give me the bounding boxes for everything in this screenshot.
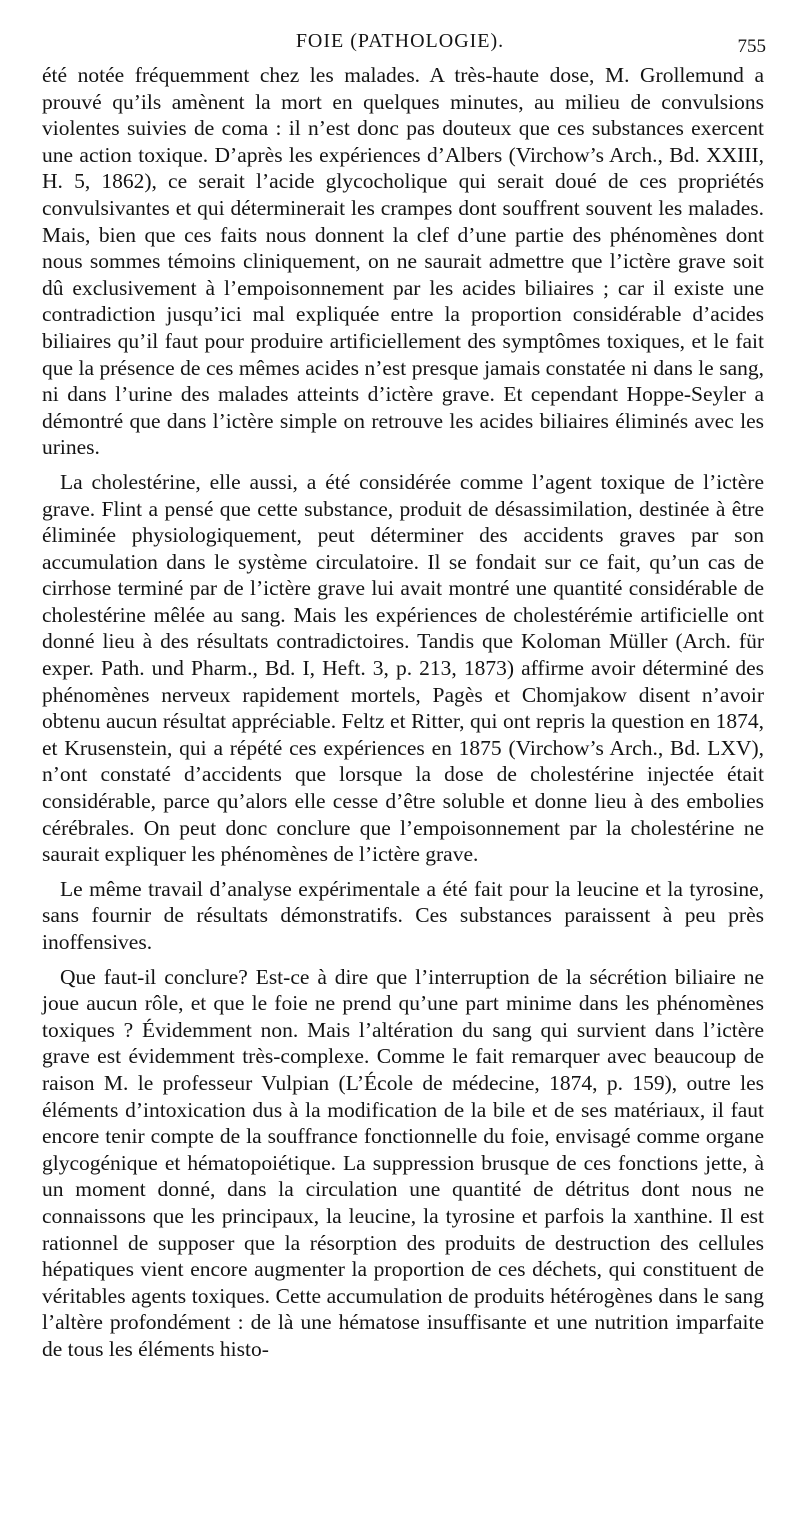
running-head: FOIE (PATHOLOGIE). (295, 30, 505, 52)
body-text (42, 62, 764, 1363)
page-number: 755 (737, 36, 766, 57)
paragraph-leucine-tyrosine: Le même travail d’analyse expérimentale a été fait pour la leucine et la tyrosine, sans fournir de résultats démonstratifs. Ces substances paraissent à peu près inoffensives. (42, 876, 764, 954)
paragraph-cholesterine: La cholestérine, elle aussi, a été considérée comme l’agent toxique de l’ictère grave. Flint a pensé que cette substance, produit de désassimilation, destinée à être éliminée physiologiquement, peut déterminer des accidents graves par son accumulation dans le système circulatoire. Il se fondait sur ce fait, qu’un cas de cirrhose terminé par de l’ictère grave lui avait montré une quantité considérable de cholestérine mêlée au sang. Mais les expériences de cholestérémie artificielle ont donné lieu à des résultats contradictoires. Tandis que Koloman Müller (Arch. für exper. Path. und Pharm., Bd. I, Heft. 3, p. 213, 1873) affirme avoir déterminé des phénomènes nerveux rapidement mortels, Pagès et Chomjakow disent n’avoir obtenu aucun résultat appréciable. Feltz et Ritter, qui ont repris la question en 1874, et Krusenstein, qui a répété ces expériences en 1875 (Virchow’s Arch., Bd. LXV), n’ont constaté d’accidents que lorsque la dose de cholestérine injectée était considérable, parce qu’alors elle cesse d’être soluble et donne lieu à des embolies cérébrales. On peut donc conclure que l’empoisonnement par la cholestérine ne saurait expliquer les phénomènes de l’ictère grave. (42, 469, 764, 867)
page-header (0, 30, 800, 62)
paragraph-bile-acids: été notée fréquemment chez les malades. A très-haute dose, M. Grollemund a prouvé qu’ils amènent la mort en quelques minutes, au milieu de convulsions violentes suivies de coma : il n’est donc pas douteux que ces substances exercent une action toxique. D’après les expériences d’Albers (Virchow’s Arch., Bd. XXIII, H. 5, 1862), ce serait l’acide glycocholique qui serait doué de ces propriétés convulsivantes et qui déterminerait les crampes dont souffrent souvent les malades. Mais, bien que ces faits nous donnent la clef d’une partie des phénomènes dont nous sommes témoins cliniquement, on ne saurait admettre que l’ictère grave soit dû exclusivement à l’empoisonnement par les acides biliaires ; car il existe une contradiction jusqu’ici mal expliquée entre la proportion considérable d’acides biliaires qu’il faut pour produire artificiellement des symptômes toxiques, et le fait que la présence de ces mêmes acides n’est presque jamais constatée ni dans le sang, ni dans l’urine des malades atteints d’ictère grave. Et cependant Hoppe-Seyler a démontré que dans l’ictère simple on retrouve les acides biliaires éliminés avec les urines. (42, 63, 764, 460)
paragraph-conclusion: Que faut-il conclure? Est-ce à dire que l’interruption de la sécrétion biliaire ne joue aucun rôle, et que le foie ne prend qu’une part minime dans les phénomènes toxiques ? Évidemment non. Mais l’altération du sang qui survient dans l’ictère grave est évidemment très-complexe. Comme le fait remarquer avec beaucoup de raison M. le professeur Vulpian (L’École de médecine, 1874, p. 159), outre les éléments d’intoxication dus à la modification de la bile et de ses matériaux, il faut encore tenir compte de la souffrance fonctionnelle du foie, envisagé comme organe glycogénique et hématopoiétique. La suppression brusque de ces fonctions jette, à un moment donné, dans la circulation une quantité de détritus dont nous ne connaissons que les principaux, la leucine, la tyrosine et parfois la xanthine. Il est rationnel de supposer que la résorption des produits de destruction des cellules hépatiques vient encore augmenter la proportion de ces déchets, qui constituent de véritables agents toxiques. Cette accumulation de produits hétérogènes dans le sang l’altère profondément : de là une hématose insuffisante et une nutrition imparfaite de tous les éléments histo- (42, 964, 764, 1361)
